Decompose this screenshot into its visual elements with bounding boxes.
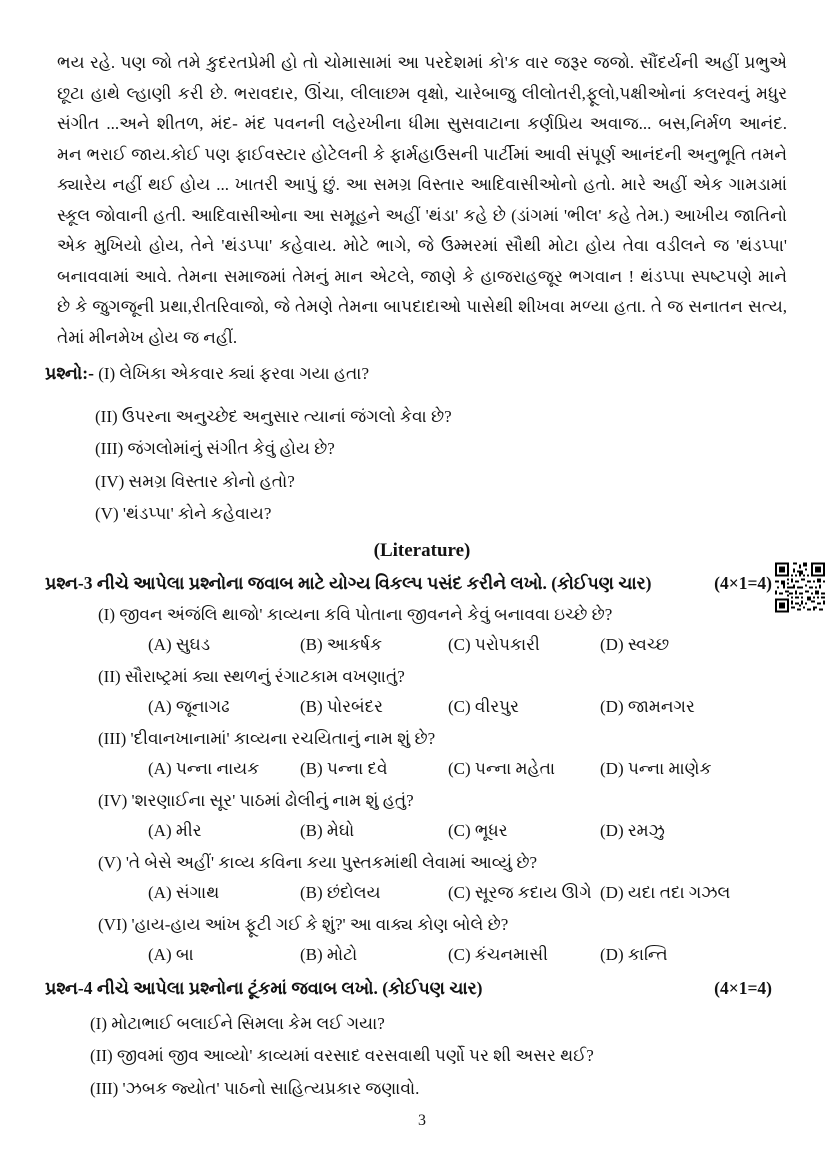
mcq-item: [57, 662, 787, 723]
mcq-options: [57, 816, 787, 847]
mcq-question: (VI) 'હાય-હાય આંખ ફૂટી ગઈ કે શું?' આ વાક્ય કોણ બોલે છે?: [98, 914, 509, 934]
question-4-heading: [45, 973, 787, 1004]
reading-passage: [57, 48, 787, 353]
qr-code-icon: [775, 560, 825, 615]
mcq-option: (D) સ્વચ્છ: [600, 635, 670, 654]
mcq-option: (D) પન્ના માણેક: [600, 759, 712, 778]
mcq-option: (B) મેઘો: [300, 821, 355, 840]
passage-question: (II) ઉપરના અનુચ્છેદ અનુસાર ત્યાનાં જંગલો કેવા છે?: [95, 406, 452, 426]
page-content: [45, 40, 787, 1130]
mcq-item: [57, 848, 787, 909]
mcq-option: (C) વીરપુર: [448, 697, 519, 716]
mcq-question: (IV) 'શરણાઈના સૂર' પાઠમાં ઢોલીનું નામ શું હતું?: [98, 790, 414, 810]
mcq-item: [57, 600, 787, 661]
mcq-options: [57, 630, 787, 661]
mcq-item: [57, 724, 787, 785]
passage-line: સંગીત ...અને શીતળ, મંદ- મંદ પવનની લહેરખીના ધીમા સુસવાટાના કર્ણપ્રિય અવાજ... બસ,નિર્મળ આનંદ.: [57, 114, 787, 133]
mcq-option: (B) મોટો: [300, 945, 358, 964]
question-3-marks: (4×1=4): [714, 572, 772, 593]
passage-line: છૂટા હાથે લ્હાણી કરી છે. ભરાવદાર, ઊંચા, લીલાછમ વૃક્ષો, ચારેબાજુ લીલોતરી,ફૂલો,પક્ષીઓનાં કલરવનું મધુર: [57, 83, 787, 103]
short-answer-question: (III) 'ઝબક જ્યોત' પાઠનો સાહિત્યપ્રકાર જણાવો.: [90, 1078, 420, 1098]
mcq-option: (C) પન્ના મહેતા: [448, 759, 556, 778]
passage-line: ક્યારેય નહીં થઈ હોય ... ખાતરી આપું છું. આ સમગ્ર વિસ્તાર આદિવાસીઓનો હતો. મારે અહીં એક ગામડામાં: [57, 175, 787, 194]
passage-line: એક મુખિયો હોય, તેને 'થંડપ્પા' કહેવાય. મોટે ભાગે, જે ઉમ્મરમાં સૌથી મોટા હોય તેવા વડીલને જ 'થંડપ્પા': [57, 236, 787, 255]
mcq-option: (B) છંદોલય: [300, 883, 381, 902]
mcq-option: (A) મીર: [148, 821, 202, 840]
mcq-option: (D) જામનગર: [600, 697, 695, 716]
passage-question: (V) 'થંડપ્પા' કોને કહેવાય?: [95, 504, 272, 523]
mcq-option: (C) પરોપકારી: [448, 635, 540, 654]
mcq-option: (A) બા: [148, 945, 194, 964]
mcq-question: (II) સૌરાષ્ટ્રમાં ક્યા સ્થળનું રંગાટકામ વખણાતું?: [98, 666, 405, 686]
question-4-heading-text: પ્રશ્ન-4 નીચે આપેલા પ્રશ્નોના ટૂંકમાં જવાબ લખો. (કોઈપણ ચાર): [45, 977, 483, 998]
mcq-option: (A) સુઘડ: [148, 635, 211, 654]
passage-line: તેમાં મીનમેખ હોય જ નહીં.: [57, 327, 238, 347]
passage-line: બનાવવામાં આવે. તેમના સમાજમાં તેમનું માન એટલે, જાણે કે હાજરાહજૂર ભગવાન ! થંડપ્પા સ્પષ્ટપણે માને: [57, 266, 787, 286]
mcq-option: (B) પોરબંદર: [300, 697, 383, 716]
passage-question: (III) જંગલોમાંનું સંગીત કેવું હોય છે?: [95, 439, 335, 458]
question-3-heading-text: પ્રશ્ન-3 નીચે આપેલા પ્રશ્નોના જવાબ માટે યોગ્ય વિકલ્પ પસંદ કરીને લખો. (કોઈપણ ચાર): [45, 572, 652, 593]
mcq-option: (C) ભૂધર: [448, 821, 508, 840]
mcq-option: (A) જૂનાગઢ: [148, 697, 230, 716]
mcq-option: (D) કાન્તિ: [600, 945, 668, 964]
mcq-option: (C) સૂરજ કદાય ઊગે: [448, 883, 592, 902]
passage-questions-label: પ્રશ્નો:-: [45, 363, 94, 383]
question-3-heading: [45, 568, 787, 599]
passage-line: સ્કૂલ જોવાની હતી. આદિવાસીઓના આ સમૂહને અહીં 'થંડા' કહે છે (ડાંગમાં 'ભીલ' કહે તેમ.) આખીય જાતિનો: [57, 205, 787, 225]
mcq-option: (D) રમઝુ: [600, 821, 665, 840]
mcq-question: (I) જીવન અંજંલિ થાજો' કાવ્યના કવિ પોતાના જીવનને કેવું બનાવવા ઇચ્છે છે?: [98, 604, 613, 624]
short-answer-question: (I) મોટાભાઈ બલાઈને સિમલા કેમ લઈ ગયા?: [90, 1013, 385, 1033]
mcq-option: (C) કંચનમાસી: [448, 945, 548, 964]
mcq-question: (V) 'તે બેસે અહીં' કાવ્ય કવિના કયા પુસ્તકમાંથી લેવામાં આવ્યું છે?: [98, 852, 538, 872]
passage-question: (I) લેખિકા એકવાર ક્યાં ફરવા ગયા હતા?: [98, 364, 370, 383]
question-4-marks: (4×1=4): [714, 977, 772, 998]
passage-line: ભય રહે. પણ જો તમે કુદરતપ્રેમી હો તો ચોમાસામાં આ પરદેશમાં કો'ક વાર જરૂર જજો. સૌંદર્યની અહીં પ્રભુએ: [57, 53, 787, 72]
mcq-options: [57, 692, 787, 723]
passage-line: મન ભરાઈ જાય.કોઈ પણ ફાઈવસ્ટાર હોટેલની કે ફાર્મહાઉસની પાર્ટીમાં આવી સંપૂર્ણ આનંદની અનુભૂતિ તમને: [57, 144, 787, 164]
section-heading: (Literature): [373, 539, 471, 561]
passage-questions-row: [45, 358, 787, 390]
page-number: 3: [418, 1112, 426, 1129]
mcq-item: [57, 786, 787, 847]
mcq-option: (B) પન્ના દવે: [300, 759, 388, 778]
mcq-options: [57, 754, 787, 785]
short-answer-question: (II) જીવમાં જીવ આવ્યો' કાવ્યમાં વરસાદ વરસવાથી પર્ણો પર શી અસર થઈ?: [90, 1046, 594, 1065]
mcq-question: (III) 'દીવાનખાનામાં' કાવ્યના રચયિતાનું નામ શું છે?: [98, 728, 436, 748]
passage-line: છે કે જુગજૂની પ્રથા,રીતરિવાજો, જે તેમણે તેમના બાપદાદાઓ પાસેથી શીખવા મળ્યા હતા. તે જ સનાતન સત્ય,: [57, 297, 787, 316]
mcq-option: (A) સંગાથ: [148, 883, 220, 902]
passage-question: (IV) સમગ્ર વિસ્તાર કોનો હતો?: [95, 471, 295, 491]
mcq-options: [57, 878, 787, 909]
mcq-options: [57, 940, 787, 971]
mcq-item: [57, 910, 787, 971]
mcq-option: (D) યદા તદા ગઝલ: [600, 883, 731, 902]
mcq-option: (B) આકર્ષક: [300, 635, 383, 654]
mcq-option: (A) પન્ના નાયક: [148, 759, 260, 778]
